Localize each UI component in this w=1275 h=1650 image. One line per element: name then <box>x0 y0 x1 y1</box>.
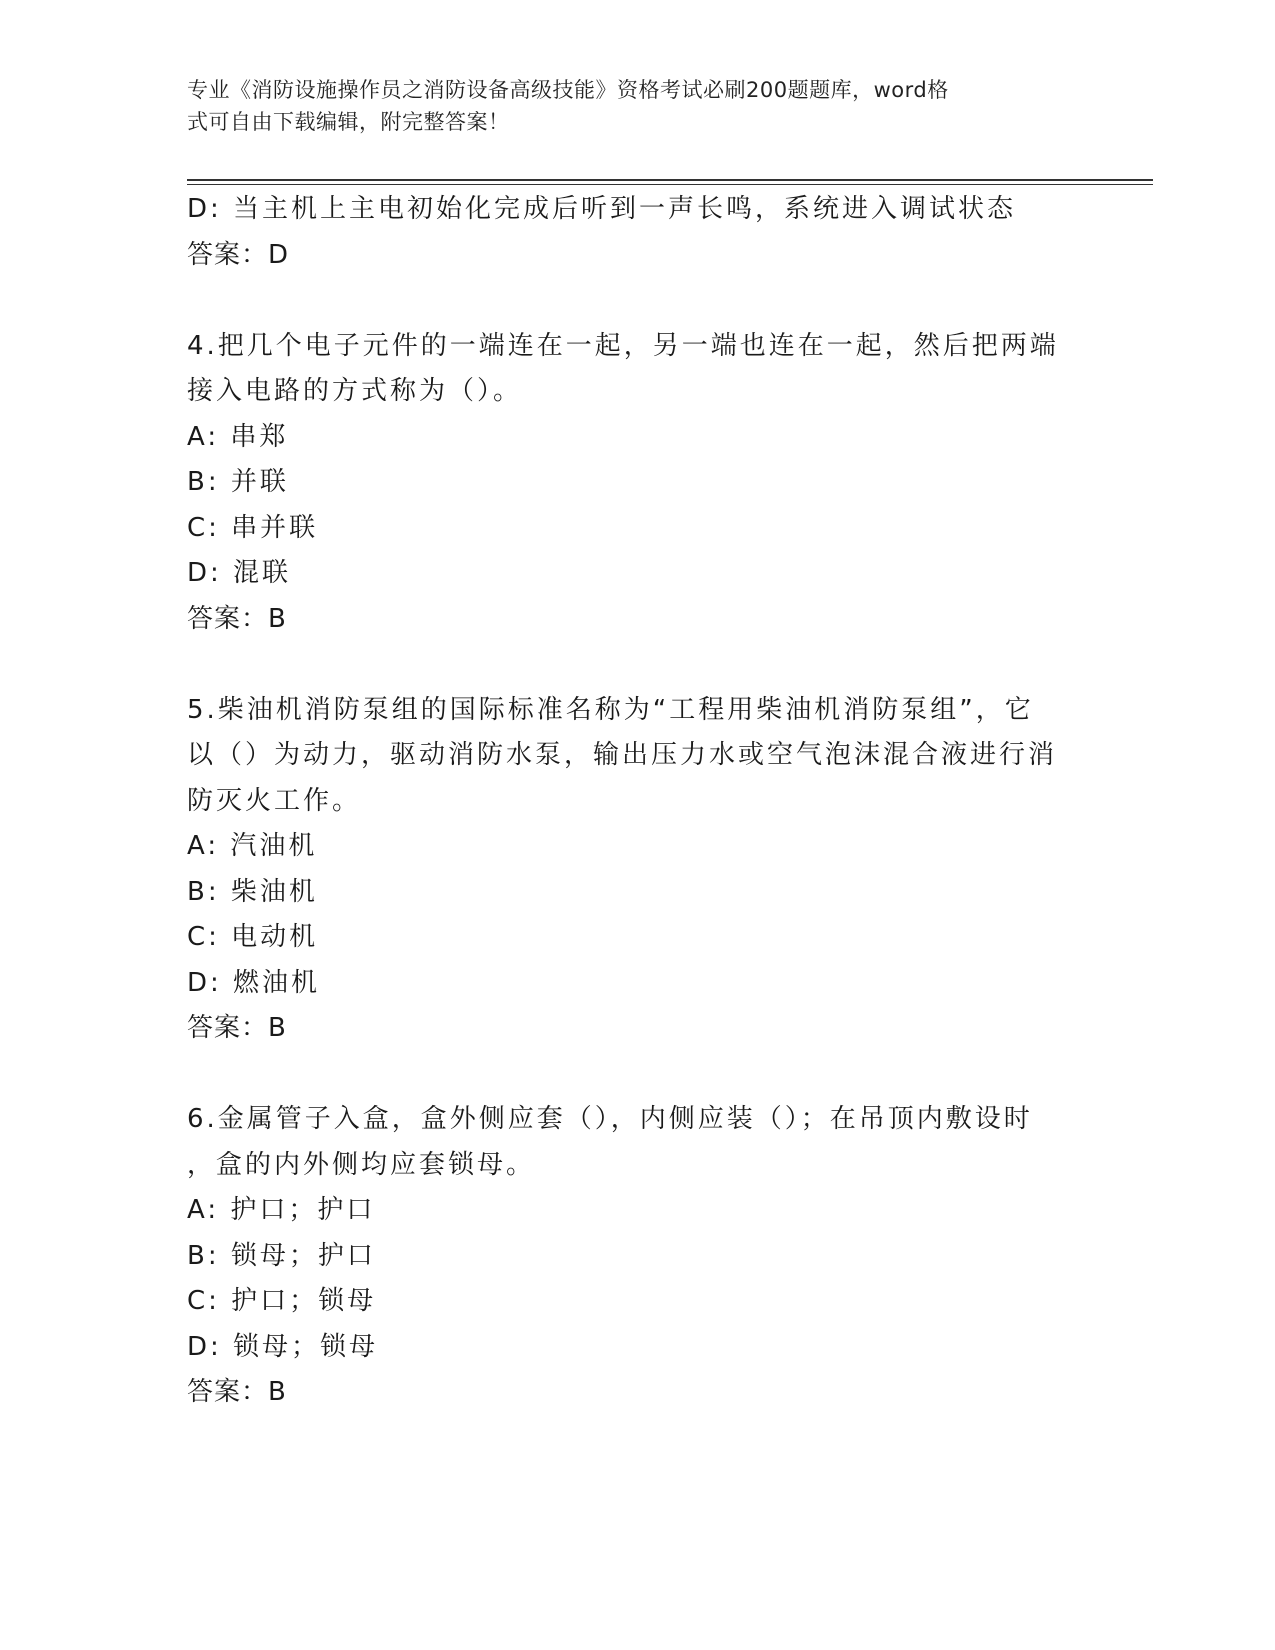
option-c: C: 串并联 <box>187 512 319 543</box>
question-content <box>187 187 1067 1416</box>
answer: 答案：D <box>187 239 290 270</box>
answer: 答案：B <box>187 1013 287 1043</box>
answer: 答案：B <box>187 1377 287 1407</box>
question-text-line: 防灭火工作。 <box>187 785 362 816</box>
answer: 答案：B <box>187 603 287 634</box>
header-divider-thick <box>187 179 1153 181</box>
option-b: B: 并联 <box>187 467 289 497</box>
option-d: D: 混联 <box>187 558 292 588</box>
question-6 <box>187 1097 1067 1416</box>
question-text-line: 以（）为动力，驱动消防水泵，输出压力水或空气泡沫混合液进行消 <box>187 740 1058 770</box>
option-a: A: 护口；护口 <box>187 1195 376 1225</box>
spacer <box>187 642 1067 688</box>
question-4 <box>187 324 1067 643</box>
option-c: C: 电动机 <box>187 922 319 952</box>
option-a: A: 串郑 <box>187 421 289 452</box>
option-c: C: 护口；锁母 <box>187 1286 377 1316</box>
option-d: D: 燃油机 <box>187 967 321 998</box>
header-line-1: 专业《消防设施操作员之消防设备高级技能》资格考试必刷200题题库，word格 <box>187 78 949 102</box>
spacer <box>187 1052 1067 1098</box>
spacer <box>187 278 1067 324</box>
option-d: D: 当主机上主电初始化完成后听到一声长鸣，系统进入调试状态 <box>187 194 1017 224</box>
question-text-line: 5.柴油机消防泵组的国际标准名称为“工程用柴油机消防泵组”，它 <box>187 694 1034 725</box>
question-text-line: 接入电路的方式称为（）。 <box>187 376 523 406</box>
header-divider-thin <box>187 184 1153 185</box>
option-b: B: 锁母；护口 <box>187 1240 376 1271</box>
page-header <box>187 74 1067 138</box>
option-b: B: 柴油机 <box>187 876 318 907</box>
question-5 <box>187 688 1067 1052</box>
question-text-line: 4.把几个电子元件的一端连在一起，另一端也连在一起，然后把两端 <box>187 330 1059 361</box>
option-a: A: 汽油机 <box>187 831 318 861</box>
option-d: D: 锁母；锁母 <box>187 1331 379 1362</box>
header-line-2: 式可自由下载编辑，附完整答案！ <box>187 110 510 134</box>
question-text-line: 6.金属管子入盒，盒外侧应套（），内侧应装（）；在吊顶内敷设时 <box>187 1104 1033 1134</box>
question-text-line: ，盒的内外侧均应套锁母。 <box>187 1149 536 1180</box>
